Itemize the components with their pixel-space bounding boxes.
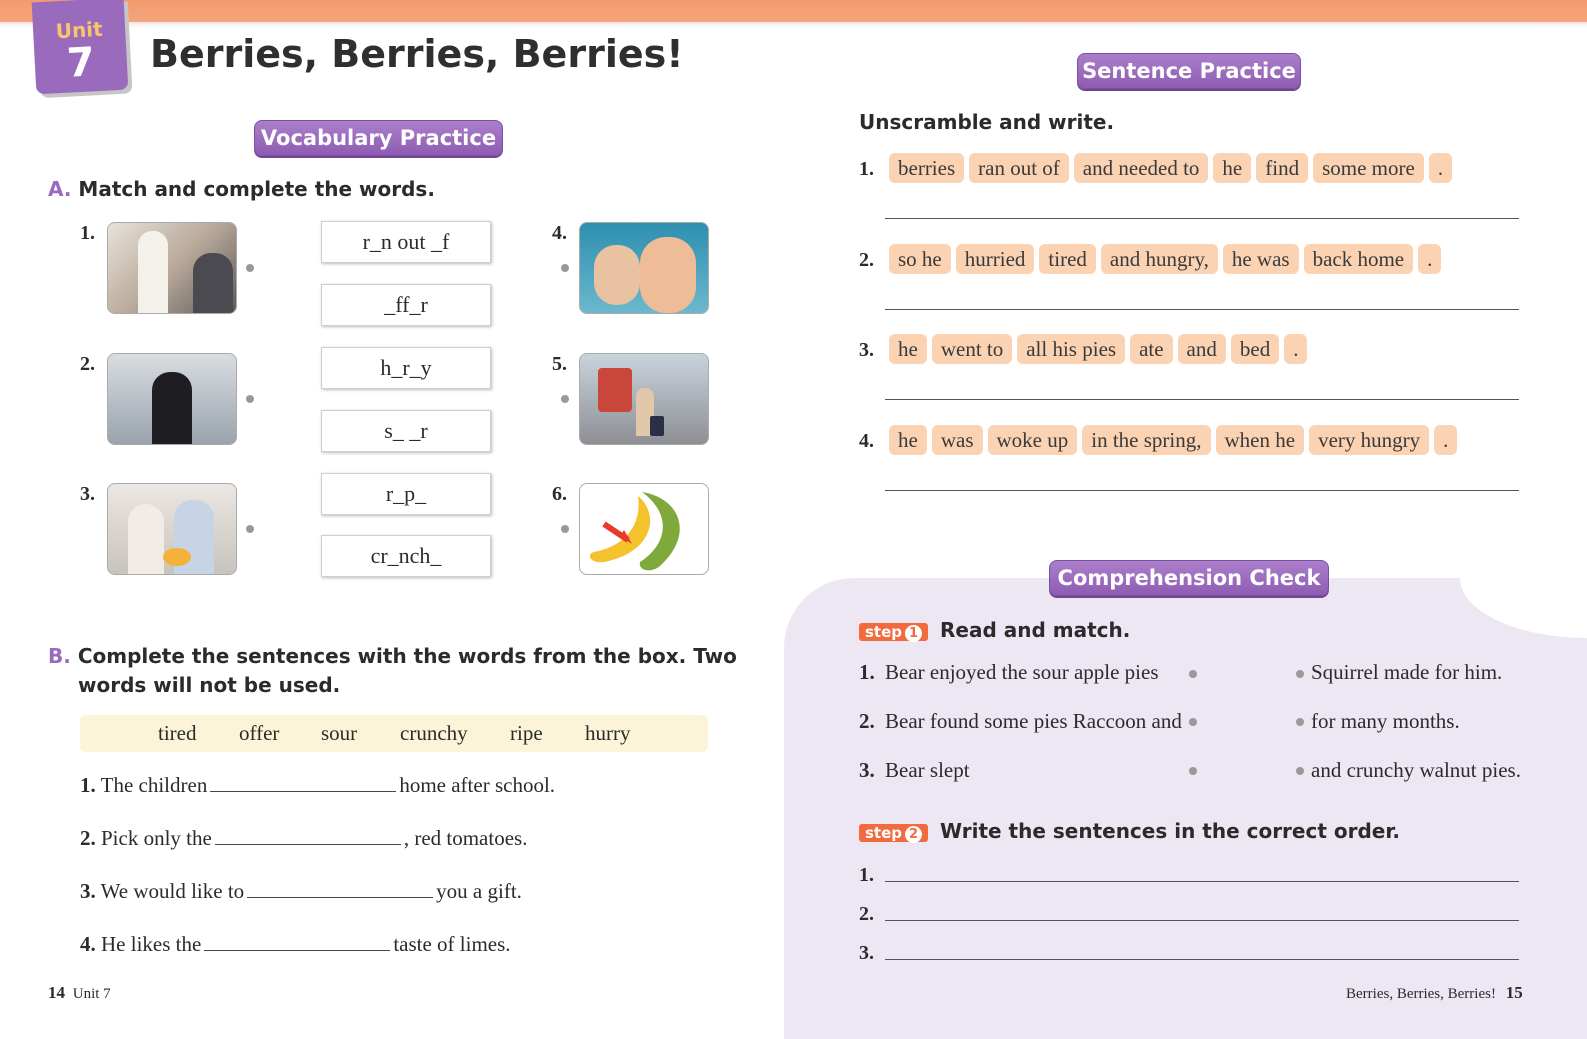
word-bank-item: hurry xyxy=(585,721,631,745)
suitcase xyxy=(650,416,664,436)
comprehension-background xyxy=(784,578,1587,1039)
word-box: cr_nch_ xyxy=(321,535,491,577)
item-number: 3. xyxy=(859,339,874,361)
fill-sentence xyxy=(80,932,511,957)
photo-number: 2. xyxy=(80,353,95,375)
word-bank-item: crunchy xyxy=(400,721,468,745)
writing-line[interactable] xyxy=(885,309,1519,310)
section-a-text: Match and complete the words. xyxy=(78,177,435,201)
passenger-figure xyxy=(193,253,233,313)
section-b-letter: B. xyxy=(48,644,71,668)
fridge-photo xyxy=(107,353,237,445)
word-box: r_p_ xyxy=(321,473,491,515)
word-chip: . xyxy=(1418,244,1441,274)
answer-blank[interactable] xyxy=(204,934,390,951)
match-dot[interactable] xyxy=(1189,670,1197,678)
bananas-photo xyxy=(579,483,709,575)
attendant-figure xyxy=(138,231,168,313)
section-a-instruction xyxy=(48,177,435,201)
footer-title-label: Berries, Berries, Berries! xyxy=(1346,986,1496,1002)
flight-attendant-photo xyxy=(107,222,237,314)
match-dot[interactable] xyxy=(1189,718,1197,726)
sentence-after: home after school. xyxy=(399,773,556,797)
match-dot[interactable] xyxy=(561,395,569,403)
footer-right xyxy=(1346,983,1523,1003)
fill-sentence xyxy=(80,773,555,798)
bananas-icon xyxy=(580,484,708,574)
section-b-text-line1: Complete the sentences with the words from the box. Two xyxy=(77,644,737,668)
match-dot[interactable] xyxy=(246,525,254,533)
word-chip: so he xyxy=(889,244,951,274)
chips-bowl xyxy=(163,548,191,566)
word-bank-item: sour xyxy=(321,721,358,745)
step-word: step xyxy=(865,824,903,842)
word-chip: ran out of xyxy=(969,153,1069,183)
girl-figure xyxy=(128,504,164,574)
item-number: 2. xyxy=(859,249,874,271)
match-right-text: Squirrel made for him. xyxy=(1311,660,1503,684)
unit-tab xyxy=(32,0,129,94)
word-chip: went to xyxy=(932,334,1012,364)
match-left-text: Bear found some pies Raccoon and xyxy=(885,709,1182,733)
word-chip: . xyxy=(1434,425,1457,455)
page-number-right: 15 xyxy=(1505,983,1523,1002)
kids-eating-lemon-photo xyxy=(579,222,709,314)
word-chip: was xyxy=(932,425,983,455)
match-dot[interactable] xyxy=(246,264,254,272)
sentence-after: , red tomatoes. xyxy=(403,826,528,850)
match-dot[interactable] xyxy=(1296,718,1304,726)
word-chip: ate xyxy=(1130,334,1172,364)
match-dot[interactable] xyxy=(246,395,254,403)
word-chip: and xyxy=(1178,334,1226,364)
word-chip: back home xyxy=(1304,244,1414,274)
writing-line[interactable] xyxy=(885,881,1519,882)
word-chip: find xyxy=(1256,153,1308,183)
word-chip: he was xyxy=(1223,244,1299,274)
match-right-text: and crunchy walnut pies. xyxy=(1311,758,1521,782)
photo-number: 5. xyxy=(552,353,567,375)
unscramble-item xyxy=(859,425,1462,455)
fill-sentence xyxy=(80,879,522,904)
fill-sentence xyxy=(80,826,527,851)
match-dot[interactable] xyxy=(561,525,569,533)
match-left-item xyxy=(859,709,1182,734)
unit-number: 7 xyxy=(65,39,96,87)
sentence-after: you a gift. xyxy=(436,879,522,903)
unscramble-item xyxy=(859,244,1446,274)
unscramble-item xyxy=(859,334,1312,364)
match-dot[interactable] xyxy=(1296,767,1304,775)
girl-face xyxy=(640,237,696,313)
page-title: Berries, Berries, Berries! xyxy=(150,32,684,76)
footer-left xyxy=(48,983,111,1003)
word-box: h_r_y xyxy=(321,347,491,389)
word-chip: he xyxy=(889,425,927,455)
sentence-after: taste of limes. xyxy=(393,932,511,956)
writing-line[interactable] xyxy=(885,399,1519,400)
sentence-number: 2. xyxy=(80,826,96,850)
answer-blank[interactable] xyxy=(210,775,396,792)
section-a-letter: A. xyxy=(48,177,72,201)
step-badge xyxy=(859,824,928,842)
step-badge xyxy=(859,623,928,641)
word-box: r_n out _f xyxy=(321,221,491,263)
sentence-before: He likes the xyxy=(101,932,202,956)
step-number: 2 xyxy=(905,826,922,843)
write-number: 1. xyxy=(859,864,874,886)
match-left-item xyxy=(859,660,1159,685)
word-chip: . xyxy=(1284,334,1307,364)
step1-header xyxy=(859,618,1130,643)
train xyxy=(598,368,632,412)
top-shadow xyxy=(0,22,1587,28)
word-chip: woke up xyxy=(988,425,1078,455)
word-bank-item: tired xyxy=(158,721,197,745)
word-chip: when he xyxy=(1216,425,1305,455)
step-number: 1 xyxy=(905,625,922,642)
word-chip: berries xyxy=(889,153,964,183)
item-number: 1. xyxy=(859,158,874,180)
item-number: 3. xyxy=(859,758,875,782)
vocabulary-practice-pill: Vocabulary Practice xyxy=(254,120,503,156)
step1-title: Read and match. xyxy=(940,618,1131,642)
comprehension-check-pill: Comprehension Check xyxy=(1049,560,1329,596)
writing-line[interactable] xyxy=(885,959,1519,960)
match-dot[interactable] xyxy=(1189,767,1197,775)
unit-label: Unit xyxy=(55,16,104,44)
word-chip: and hungry, xyxy=(1101,244,1218,274)
word-bank xyxy=(80,715,708,752)
word-chip: tired xyxy=(1039,244,1095,274)
person-figure xyxy=(152,372,192,444)
match-right-text: for many months. xyxy=(1311,709,1460,733)
word-chip: all his pies xyxy=(1017,334,1125,364)
sentence-before: We would like to xyxy=(100,879,245,903)
match-left-item xyxy=(859,758,970,783)
girl-running-train-photo xyxy=(579,353,709,445)
word-bank-item: offer xyxy=(239,721,280,745)
word-chip: he xyxy=(889,334,927,364)
match-left-text: Bear slept xyxy=(885,758,970,782)
sentence-number: 1. xyxy=(80,773,96,797)
step2-header xyxy=(859,819,1400,844)
step2-title: Write the sentences in the correct order. xyxy=(940,819,1400,843)
writing-line[interactable] xyxy=(885,490,1519,491)
boy-face xyxy=(594,245,640,305)
item-number: 1. xyxy=(859,660,875,684)
photo-number: 3. xyxy=(80,483,95,505)
item-number: 4. xyxy=(859,430,874,452)
step-word: step xyxy=(865,623,903,641)
word-chip: some more xyxy=(1313,153,1424,183)
word-chip: hurried xyxy=(956,244,1035,274)
sentence-before: Pick only the xyxy=(101,826,212,850)
word-chip: bed xyxy=(1231,334,1279,364)
sentence-before: The children xyxy=(100,773,208,797)
photo-number: 1. xyxy=(80,222,95,244)
writing-line[interactable] xyxy=(885,218,1519,219)
sentence-number: 4. xyxy=(80,932,96,956)
girls-eating-chips-photo xyxy=(107,483,237,575)
item-number: 2. xyxy=(859,709,875,733)
sentence-number: 3. xyxy=(80,879,96,903)
write-number: 2. xyxy=(859,903,874,925)
word-chip: . xyxy=(1429,153,1452,183)
match-left-text: Bear enjoyed the sour apple pies xyxy=(885,660,1159,684)
section-b-text-line2: words will not be used. xyxy=(78,673,341,697)
word-bank-item: ripe xyxy=(510,721,543,745)
writing-line[interactable] xyxy=(885,920,1519,921)
word-chip: and needed to xyxy=(1074,153,1209,183)
write-number: 3. xyxy=(859,942,874,964)
page-number-left: 14 xyxy=(48,983,65,1002)
unscramble-instruction: Unscramble and write. xyxy=(859,110,1115,134)
photo-number: 6. xyxy=(552,483,567,505)
footer-unit-label: Unit 7 xyxy=(72,986,111,1002)
word-chip: in the spring, xyxy=(1082,425,1210,455)
unscramble-item xyxy=(859,153,1457,183)
match-dot[interactable] xyxy=(1296,670,1304,678)
photo-number: 4. xyxy=(552,222,567,244)
word-chip: very hungry xyxy=(1309,425,1429,455)
sentence-practice-pill: Sentence Practice xyxy=(1077,53,1301,89)
match-dot[interactable] xyxy=(561,264,569,272)
section-b-instruction xyxy=(48,642,737,700)
top-border xyxy=(0,0,1587,22)
word-box: _ff_r xyxy=(321,284,491,326)
answer-blank[interactable] xyxy=(215,828,401,845)
answer-blank[interactable] xyxy=(247,881,433,898)
word-box: s_ _r xyxy=(321,410,491,452)
word-chip: he xyxy=(1213,153,1251,183)
